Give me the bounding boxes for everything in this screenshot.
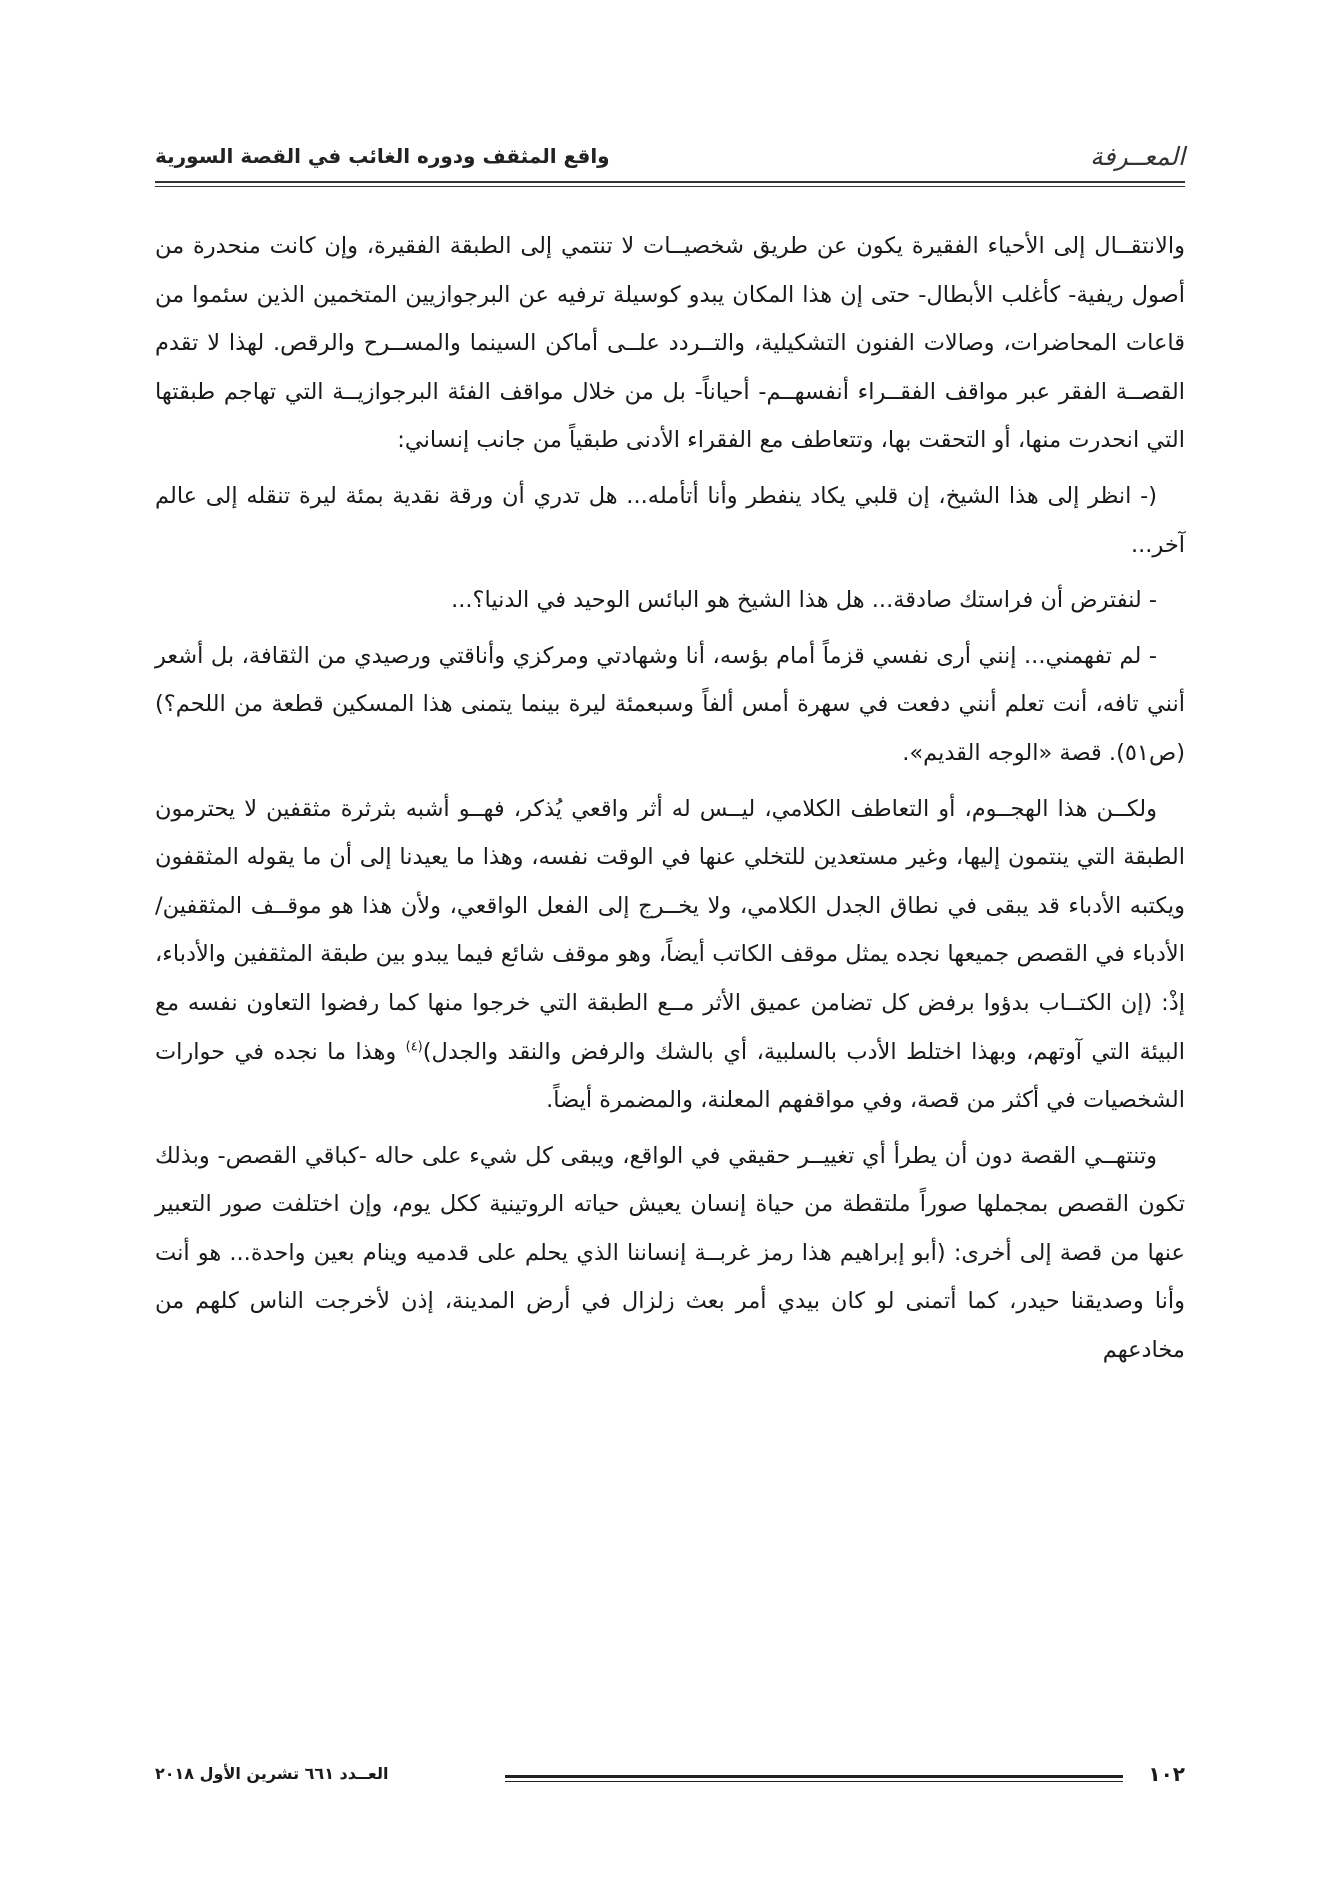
quote-line-1: (- انظر إلى هذا الشيخ، إن قلبي يكاد ينفطر وأنا أتأمله... هل تدري أن ورقة نقدية بمئة ليرة تنقله إلى عالم آخر... — [155, 482, 1185, 558]
running-header — [155, 138, 1185, 178]
header-divider — [155, 181, 1185, 183]
quote-line-3: - لم تفهمني... إنني أرى نفسي قزماً أمام بؤسه، أنا وشهادتي ومركزي وأناقتي ورصيدي من الثقافة، بل أشعر أنني تافه، أنت تعلم أنني دفعت في سهرة أمس ألفاً وسبعمئة ليرة بينما يتمنى هذا المسكين قطعة من اللحم؟) (ص٥١). قصة «الوجه القديم». — [155, 642, 1185, 766]
running-footer — [155, 1762, 1185, 1792]
paragraph-1: والانتقــال إلى الأحياء الفقيرة يكون عن طريق شخصيــات لا تنتمي إلى الطبقة الفقيرة، وإن كانت منحدرة من أصول ريفية- كأغلب الأبطال- حتى إن هذا المكان يبدو كوسيلة ترفيه عن البرجوازيين المتخمين الذين سئموا من قاعات المحاضرات، وصالات الفنون التشكيلية، والتــردد علــى أماكن السينما والمســرح والرقص. لهذا لا تقدم القصــة الفقر عبر مواقف الفقــراء أنفسهــم- أحياناً- بل من خلال مواقف الفئة البرجوازيــة التي تهاجم طبقتها التي انحدرت منها، أو التحقت بها، وتتعاطف مع الفقراء الأدنى طبقياً من جانب إنساني: — [155, 233, 1185, 454]
header-divider-thin — [155, 186, 1185, 187]
footer-divider — [505, 1775, 1123, 1778]
paragraph-2-continuation: وهذا ما نجده في حوارات الشخصيات في أكثر من قصة، وفي مواقفهم المعلنة، والمضمرة أيضاً. — [155, 1038, 1185, 1114]
paragraph-2 — [155, 785, 1185, 1125]
footer-divider-thin — [505, 1781, 1123, 1782]
journal-logo: المعــرفة — [1090, 142, 1185, 171]
issue-info: العــدد ٦٦١ تشرين الأول ٢٠١٨ — [155, 1764, 389, 1783]
article-body — [155, 222, 1185, 1382]
footnote-reference[interactable]: (٤) — [405, 1039, 423, 1054]
article-title: واقع المثقف ودوره الغائب في القصة السورية — [155, 144, 610, 168]
paragraph-3: وتنتهــي القصة دون أن يطرأ أي تغييــر حقيقي في الواقع، ويبقى كل شيء على حاله -كباقي القصص- وبذلك تكون القصص بمجملها صوراً ملتقطة من حياة إنسان يعيش حياته الروتينية ككل يوم، وإن اختلفت صور التعبير عنها من قصة إلى أخرى: (أبو إبراهيم هذا رمز غربــة إنساننا الذي يحلم على قدميه وينام بعين واحدة... هو أنت وأنا وصديقنا حيدر، كما أتمنى لو كان بيدي أمر بعث زلزال في أرض المدينة، إذن لأخرجت الناس كلهم من مخادعهم — [155, 1142, 1185, 1364]
quote-line-2: - لنفترض أن فراستك صادقة... هل هذا الشيخ هو البائس الوحيد في الدنيا؟... — [451, 587, 1157, 614]
paragraph-2-text: ولكــن هذا الهجــوم، أو التعاطف الكلامي، ليــس له أثر واقعي يُذكر، فهــو أشبه بثرثرة مثقفين لا يحترمون الطبقة التي ينتمون إليها، وغير مستعدين للتخلي عنها في الوقت نفسه، وهذا ما يعيدنا إلى أن ما يقوله المثقفون ويكتبه الأدباء قد يبقى في نطاق الجدل الكلامي، ولا يخــرج إلى الفعل الواقعي، ولأن هذا هو موقــف المثقفين/ الأدباء في القصص جميعها نجده يمثل موقف الكاتب أيضاً، وهو موقف شائع فيما يبدو بين طبقة المثقفين والأدباء، إذْ: (إن الكتــاب بدؤوا برفض كل تضامن عميق الأثر مــع الطبقة التي خرجوا منها كما رفضوا التعاون نفسه مع البيئة التي آوتهم، وبهذا اختلط الأدب بالسلبية، أي بالشك والرفض والنقد والجدل) — [155, 795, 1185, 1065]
page-number: ١٠٢ — [1148, 1762, 1185, 1786]
